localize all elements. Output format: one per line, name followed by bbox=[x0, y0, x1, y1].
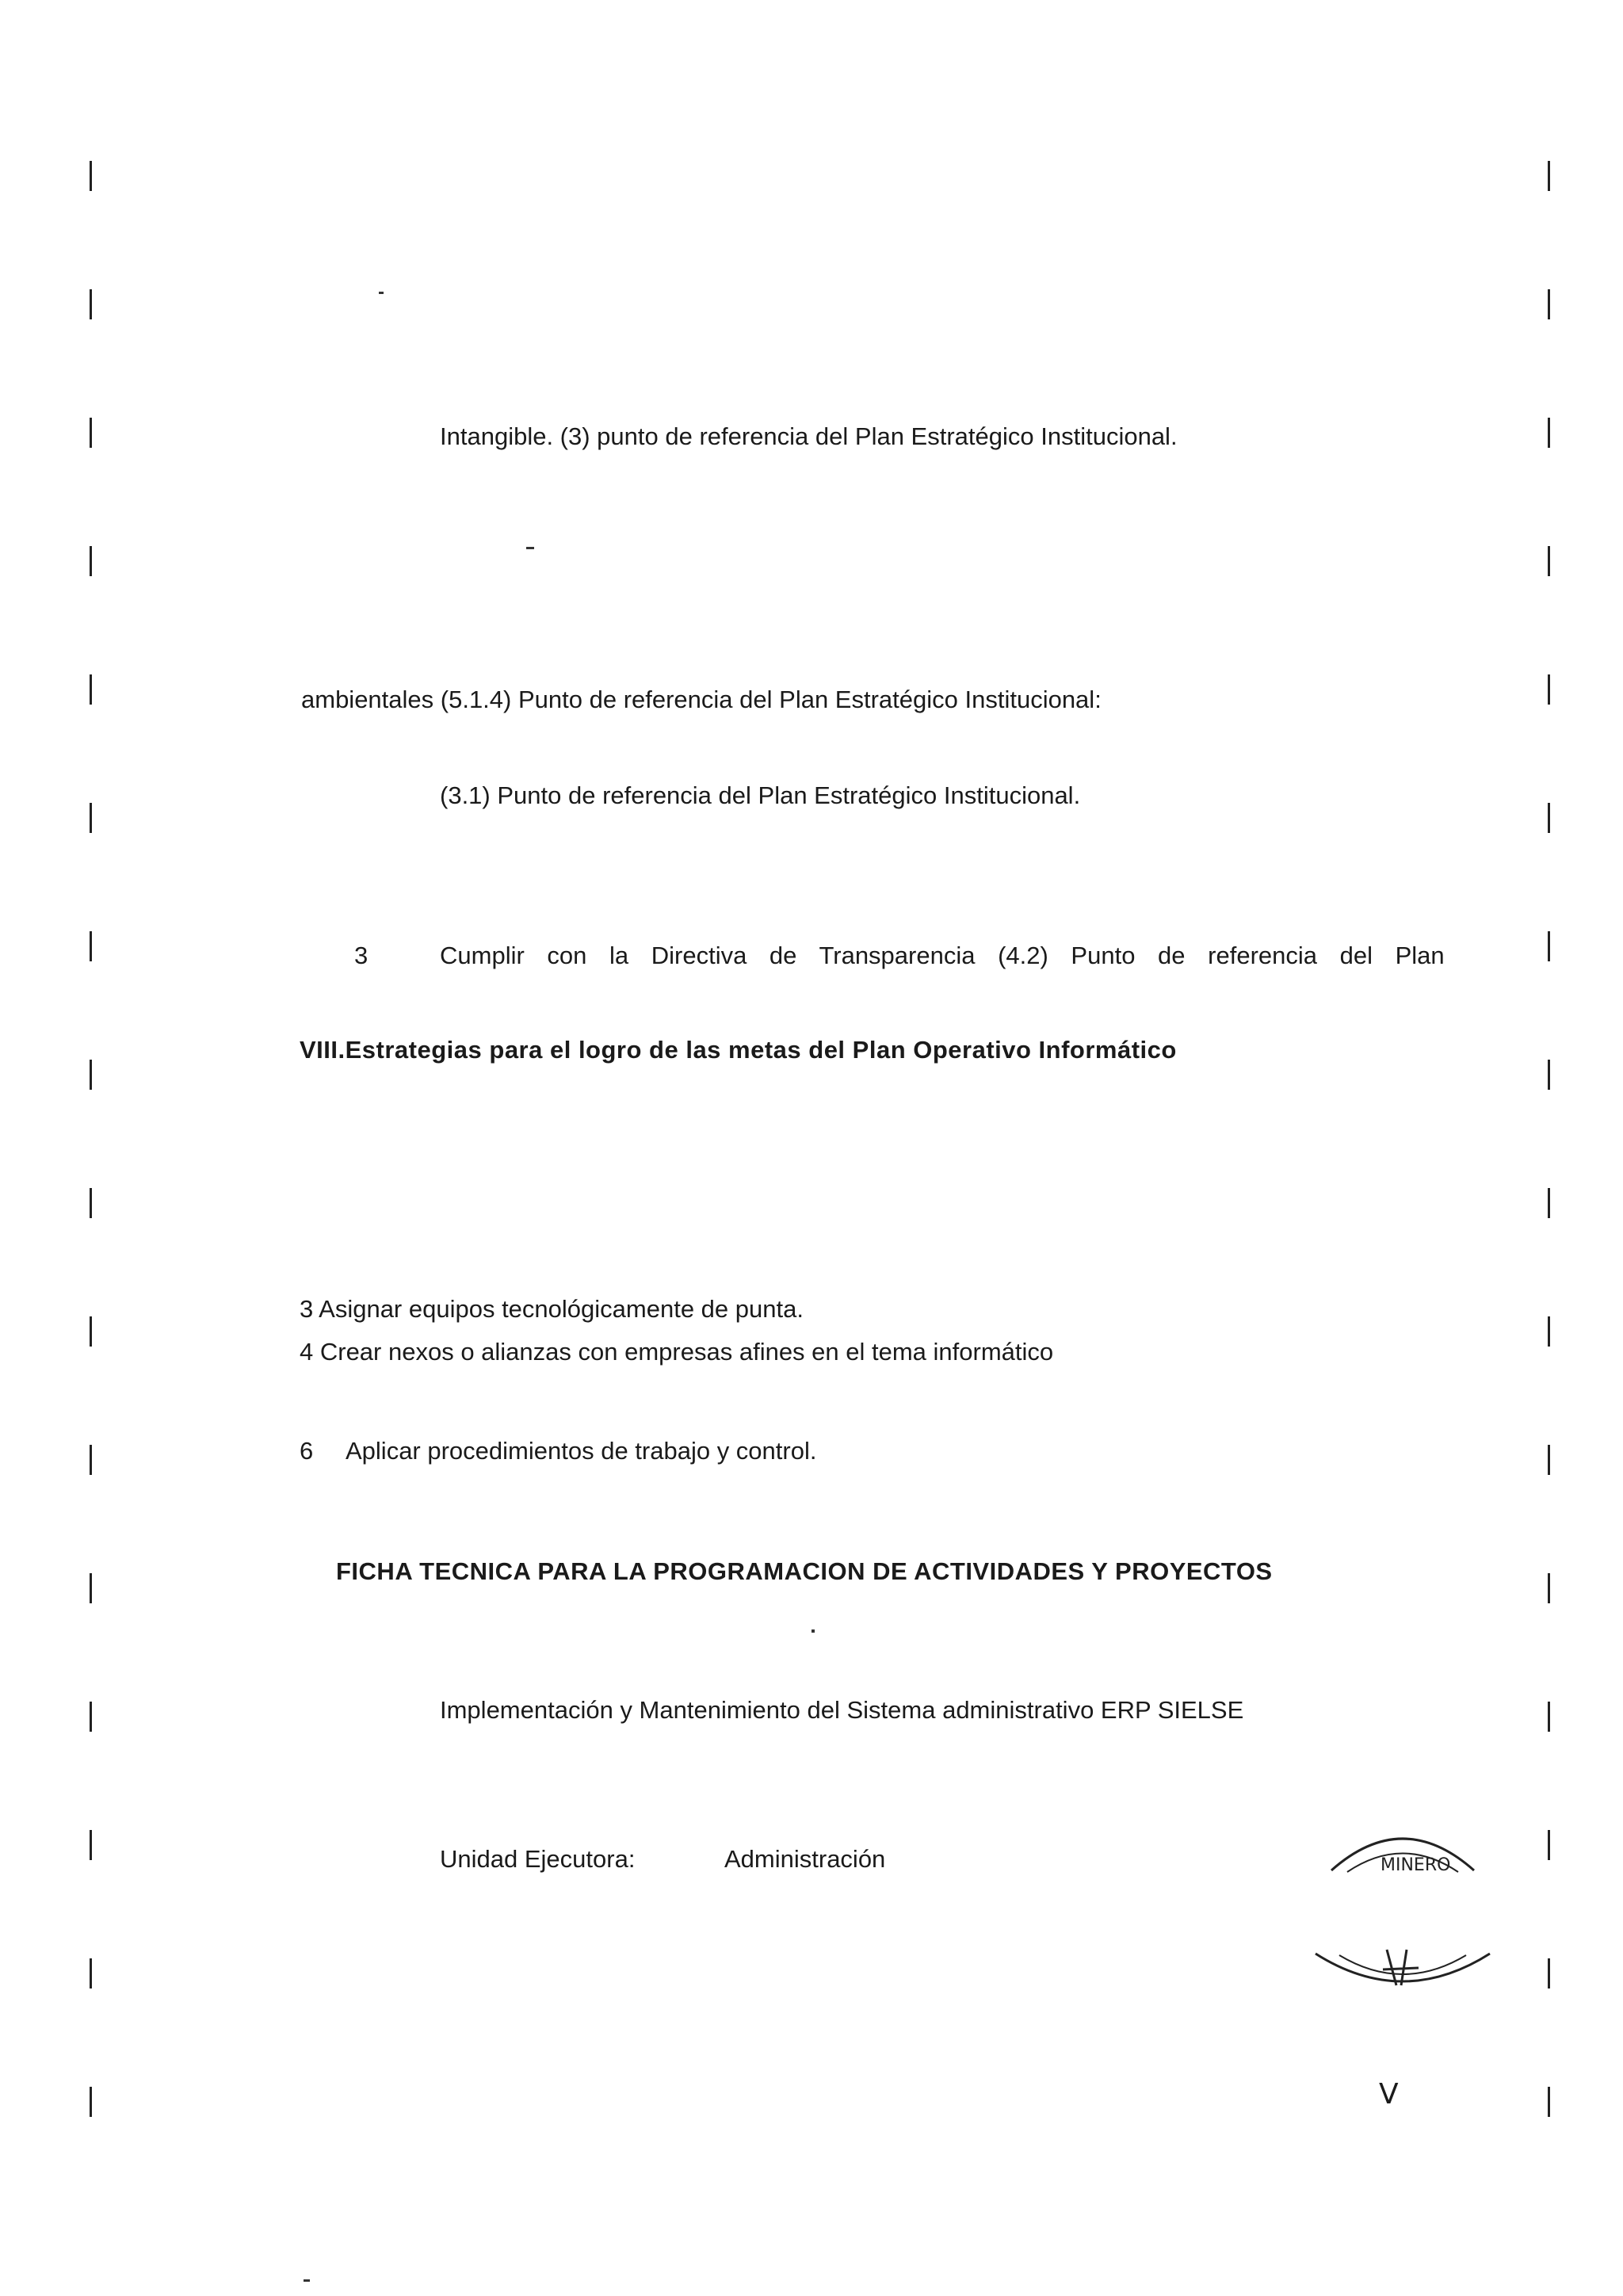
text-line-crear-nexos bbox=[300, 1338, 1054, 1366]
speck bbox=[526, 547, 534, 549]
margin-bar bbox=[90, 1573, 92, 1603]
speck bbox=[379, 292, 384, 294]
text-line-cumplir-text: Cumplir con la Directiva de Transparencia (4.2) Punto de referencia del Plan bbox=[440, 942, 1445, 969]
section-heading-ficha-tecnica bbox=[336, 1557, 1273, 1585]
handwritten-mark: V bbox=[1379, 2078, 1399, 2111]
stamp-seal-bottom bbox=[1308, 1946, 1498, 2001]
margin-bar bbox=[90, 2087, 92, 2117]
margin-bar bbox=[90, 1316, 92, 1347]
margin-bar bbox=[1548, 674, 1550, 705]
margin-bar bbox=[1548, 803, 1550, 833]
margin-bar bbox=[90, 1958, 92, 1988]
margin-bar bbox=[1548, 1830, 1550, 1860]
margin-bar bbox=[90, 674, 92, 705]
section-heading-estrategias-text: VIII.Estrategias para el logro de las metas del Plan Operativo Informático bbox=[300, 1036, 1177, 1064]
text-line-implementacion-text: Implementación y Mantenimiento del Sistema administrativo ERP SIELSE bbox=[440, 1696, 1244, 1724]
margin-bar bbox=[1548, 2087, 1550, 2117]
margin-bar bbox=[1548, 1445, 1550, 1475]
text-line-asignar bbox=[300, 1295, 804, 1323]
margin-bar bbox=[90, 803, 92, 833]
text-line-crear-nexos-text: 4 Crear nexos o alianzas con empresas afines en el tema informático bbox=[300, 1338, 1054, 1366]
margin-bar bbox=[90, 418, 92, 448]
margin-bar bbox=[90, 546, 92, 576]
margin-bar bbox=[90, 289, 92, 319]
text-line-asignar-text: 3 Asignar equipos tecnológicamente de punta. bbox=[300, 1295, 804, 1323]
margin-bar bbox=[90, 161, 92, 191]
text-line-unidad-ejecutora-value bbox=[724, 1845, 886, 1873]
margin-bar bbox=[1548, 1060, 1550, 1090]
text-line-unidad-ejecutora-value-text: Administración bbox=[724, 1845, 886, 1873]
margin-bar bbox=[90, 931, 92, 961]
margin-bar bbox=[1548, 1573, 1550, 1603]
margin-bar bbox=[90, 1060, 92, 1090]
stamp-seal-top bbox=[1323, 1823, 1482, 1878]
speck bbox=[304, 2279, 310, 2282]
margin-bar bbox=[90, 1188, 92, 1218]
list-item-3-number-text: 3 bbox=[354, 942, 369, 969]
margin-bar bbox=[90, 1830, 92, 1860]
margin-bar bbox=[90, 1702, 92, 1732]
stamp-seal-top-text: MINERO bbox=[1381, 1855, 1451, 1875]
margin-bar bbox=[90, 1445, 92, 1475]
text-line-cumplir bbox=[440, 942, 1445, 969]
section-heading-ficha-tecnica-text: FICHA TECNICA PARA LA PROGRAMACION DE ACTIVIDADES Y PROYECTOS bbox=[336, 1557, 1273, 1585]
margin-bar bbox=[1548, 289, 1550, 319]
text-line-intangible: Intangible. (3) punto de referencia del Plan Estratégico Institucional. bbox=[440, 422, 1178, 450]
margin-bar bbox=[1548, 1316, 1550, 1347]
text-line-aplicar: Aplicar procedimientos de trabajo y control. bbox=[346, 1437, 817, 1465]
list-item-3-number bbox=[354, 942, 369, 969]
text-line-implementacion bbox=[440, 1696, 1244, 1724]
margin-bar bbox=[1548, 1958, 1550, 1988]
margin-bar bbox=[1548, 161, 1550, 191]
text-line-punto-referencia-text: (3.1) Punto de referencia del Plan Estratégico Institucional. bbox=[440, 781, 1081, 809]
text-line-unidad-ejecutora-label bbox=[440, 1845, 636, 1873]
text-line-ambientales-text: ambientales (5.1.4) Punto de referencia del Plan Estratégico Institucional: bbox=[301, 686, 1102, 713]
margin-bar bbox=[1548, 546, 1550, 576]
margin-bar bbox=[1548, 1188, 1550, 1218]
margin-bar bbox=[1548, 418, 1550, 448]
section-heading-estrategias bbox=[300, 1036, 1177, 1064]
list-item-6-number: 6 bbox=[300, 1437, 314, 1465]
text-line-unidad-ejecutora-label-text: Unidad Ejecutora: bbox=[440, 1845, 636, 1873]
text-line-ambientales bbox=[301, 686, 1102, 713]
text-line-punto-referencia bbox=[440, 781, 1081, 809]
margin-bar bbox=[1548, 931, 1550, 961]
margin-bar bbox=[1548, 1702, 1550, 1732]
speck bbox=[812, 1629, 815, 1633]
